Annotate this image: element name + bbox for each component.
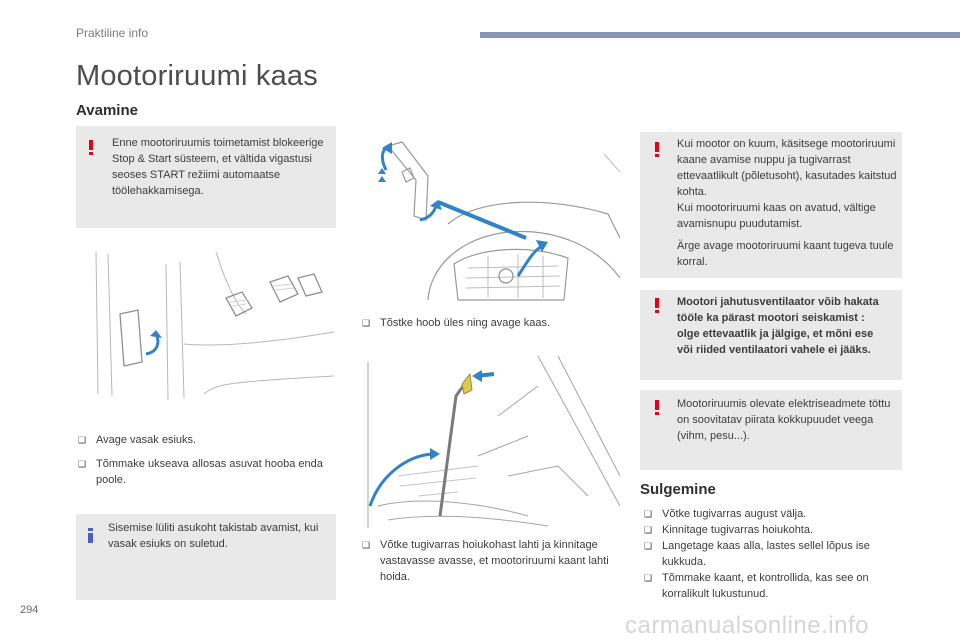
illustration-car-front: [358, 128, 620, 306]
info-text: Sisemise lüliti asukoht takistab avamist, kui vasak esiuks on suletud.: [108, 522, 319, 550]
steps-left: [78, 432, 336, 488]
step-prop: [362, 537, 612, 585]
bullet-icon: ❑: [78, 435, 87, 445]
warning-box-hot-engine: [640, 132, 902, 278]
list-item: [78, 456, 336, 488]
header-rule: [480, 32, 960, 38]
warning-text-part: Kui mootor on kuum, käsitsege mootoriruumi kaane avamise nuppu ja tugivarrast ettevaatlikult (põletusoht), kasutades kaitstud kohta.: [677, 138, 897, 198]
illustration-release-lever: [76, 244, 336, 404]
arrow-swing-icon: [370, 454, 432, 506]
illustration-prop-rod: [358, 356, 620, 528]
car-front-drawing: [358, 128, 620, 306]
step-text: Võtke tugivarras hoiukohast lahti ja kinnitage vastavasse avasse, et mootoriruumi kaant lahti hoida.: [380, 539, 609, 583]
warning-icon: [655, 142, 659, 157]
steps-closing: [644, 506, 904, 602]
watermark: carmanualsonline.info: [625, 612, 869, 639]
bullet-icon: ❑: [78, 459, 87, 469]
step-text: Kinnitage tugivarras hoiukohta.: [662, 524, 814, 536]
bullet-icon: ❑: [644, 525, 653, 535]
step-lift: [362, 315, 618, 331]
list-item: [644, 538, 904, 570]
step-text: Tõmmake kaant, et kontrollida, kas see on korralikult lukustunud.: [662, 572, 869, 600]
bullet-icon: ❑: [644, 573, 653, 583]
warning-text-part: Kui mootoriruumi kaas on avatud, vältige avamisnupu puudutamist.: [677, 202, 876, 230]
warning-icon: [655, 400, 659, 415]
step-text: Langetage kaas alla, lastes sellel lõpus ise kukkuda.: [662, 540, 870, 568]
section-label: Praktiline info: [76, 26, 149, 40]
list-item: [644, 522, 904, 538]
heading-opening: Avamine: [76, 102, 138, 119]
warning-text-part: Ärge avage mootoriruumi kaant tugeva tuule korral.: [677, 240, 894, 268]
list-item: [644, 506, 904, 522]
arrow-lift-icon: [420, 206, 436, 220]
page-title: Mootoriruumi kaas: [76, 60, 318, 92]
bullet-icon: ❑: [644, 509, 653, 519]
bullet-icon: ❑: [362, 318, 371, 328]
warning-text: Enne mootoriruumis toimetamist blokeerige Stop & Start süsteem, et vältida vigastusi seoses START režiimi automaatse töölehakkamisega.: [112, 137, 324, 197]
warning-box-electrical: [640, 390, 902, 470]
page-number: 294: [20, 604, 39, 616]
warning-icon: [89, 140, 93, 155]
step-text: Võtke tugivarras august välja.: [662, 508, 807, 520]
step-text: Avage vasak esiuks.: [96, 434, 197, 446]
list-item: [78, 432, 336, 448]
heading-closing: Sulgemine: [640, 481, 716, 498]
step-text: Tõstke hoob üles ning avage kaas.: [380, 317, 551, 329]
step-text: Tõmmake ukseava allosas asuvat hooba enda poole.: [96, 458, 323, 486]
warning-text: [677, 136, 897, 270]
warning-box-fan: [640, 290, 902, 380]
info-icon: [88, 528, 93, 543]
list-item: [644, 570, 904, 602]
bullet-icon: ❑: [644, 541, 653, 551]
warning-text: Mootoriruumis olevate elektriseadmete töttu on soovitatav piirata kokkupuudet veega (vihm, pesu...).: [677, 398, 891, 442]
release-lever-drawing: [76, 244, 336, 404]
info-box-switch: [76, 514, 336, 600]
warning-box-stop-start: [76, 126, 336, 228]
warning-icon: [655, 298, 659, 313]
warning-text: Mootori jahutusventilaator võib hakata tööle ka pärast mootori seiskamist : olge ettevaatlik ja jälgige, et mõni ese või riided ventilaatori vahele ei jääks.: [677, 296, 879, 356]
prop-rod-drawing: [358, 356, 620, 528]
bullet-icon: ❑: [362, 540, 371, 550]
